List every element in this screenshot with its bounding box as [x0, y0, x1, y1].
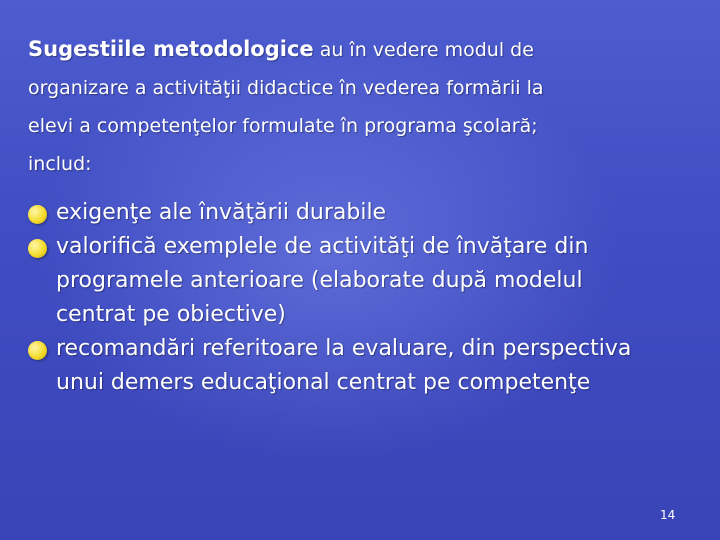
bullet-item — [28, 332, 708, 400]
bullet-item — [28, 230, 708, 332]
bullet-icon — [28, 239, 47, 258]
intro-line: organizare a activităţii didactice în vederea formării la — [28, 77, 544, 99]
bullet-line: recomandări referitoare la evaluare, din perspectiva — [56, 336, 632, 361]
page-number: 14 — [660, 508, 676, 522]
intro-lead: Sugestiile metodologice — [28, 37, 314, 61]
bullet-icon — [28, 205, 47, 224]
intro-line-1 — [28, 30, 698, 69]
bullet-icon — [28, 341, 47, 360]
bullet-line: exigenţe ale învăţării durabile — [56, 200, 387, 225]
intro-line: includ: — [28, 153, 92, 175]
intro-paragraph — [28, 30, 698, 183]
bullet-item — [28, 196, 708, 230]
bullet-line: programele anterioare (elaborate după modelul — [56, 268, 583, 293]
bullet-list — [28, 196, 708, 400]
bullet-line: valorifică exemplele de activităţi de învăţare din — [56, 234, 589, 259]
intro-rest: au în vedere modul de — [319, 39, 534, 61]
bullet-line: unui demers educaţional centrat pe competenţe — [56, 370, 591, 395]
bullet-line: centrat pe obiective) — [56, 302, 286, 327]
intro-line: elevi a competenţelor formulate în programa şcolară; — [28, 115, 538, 137]
